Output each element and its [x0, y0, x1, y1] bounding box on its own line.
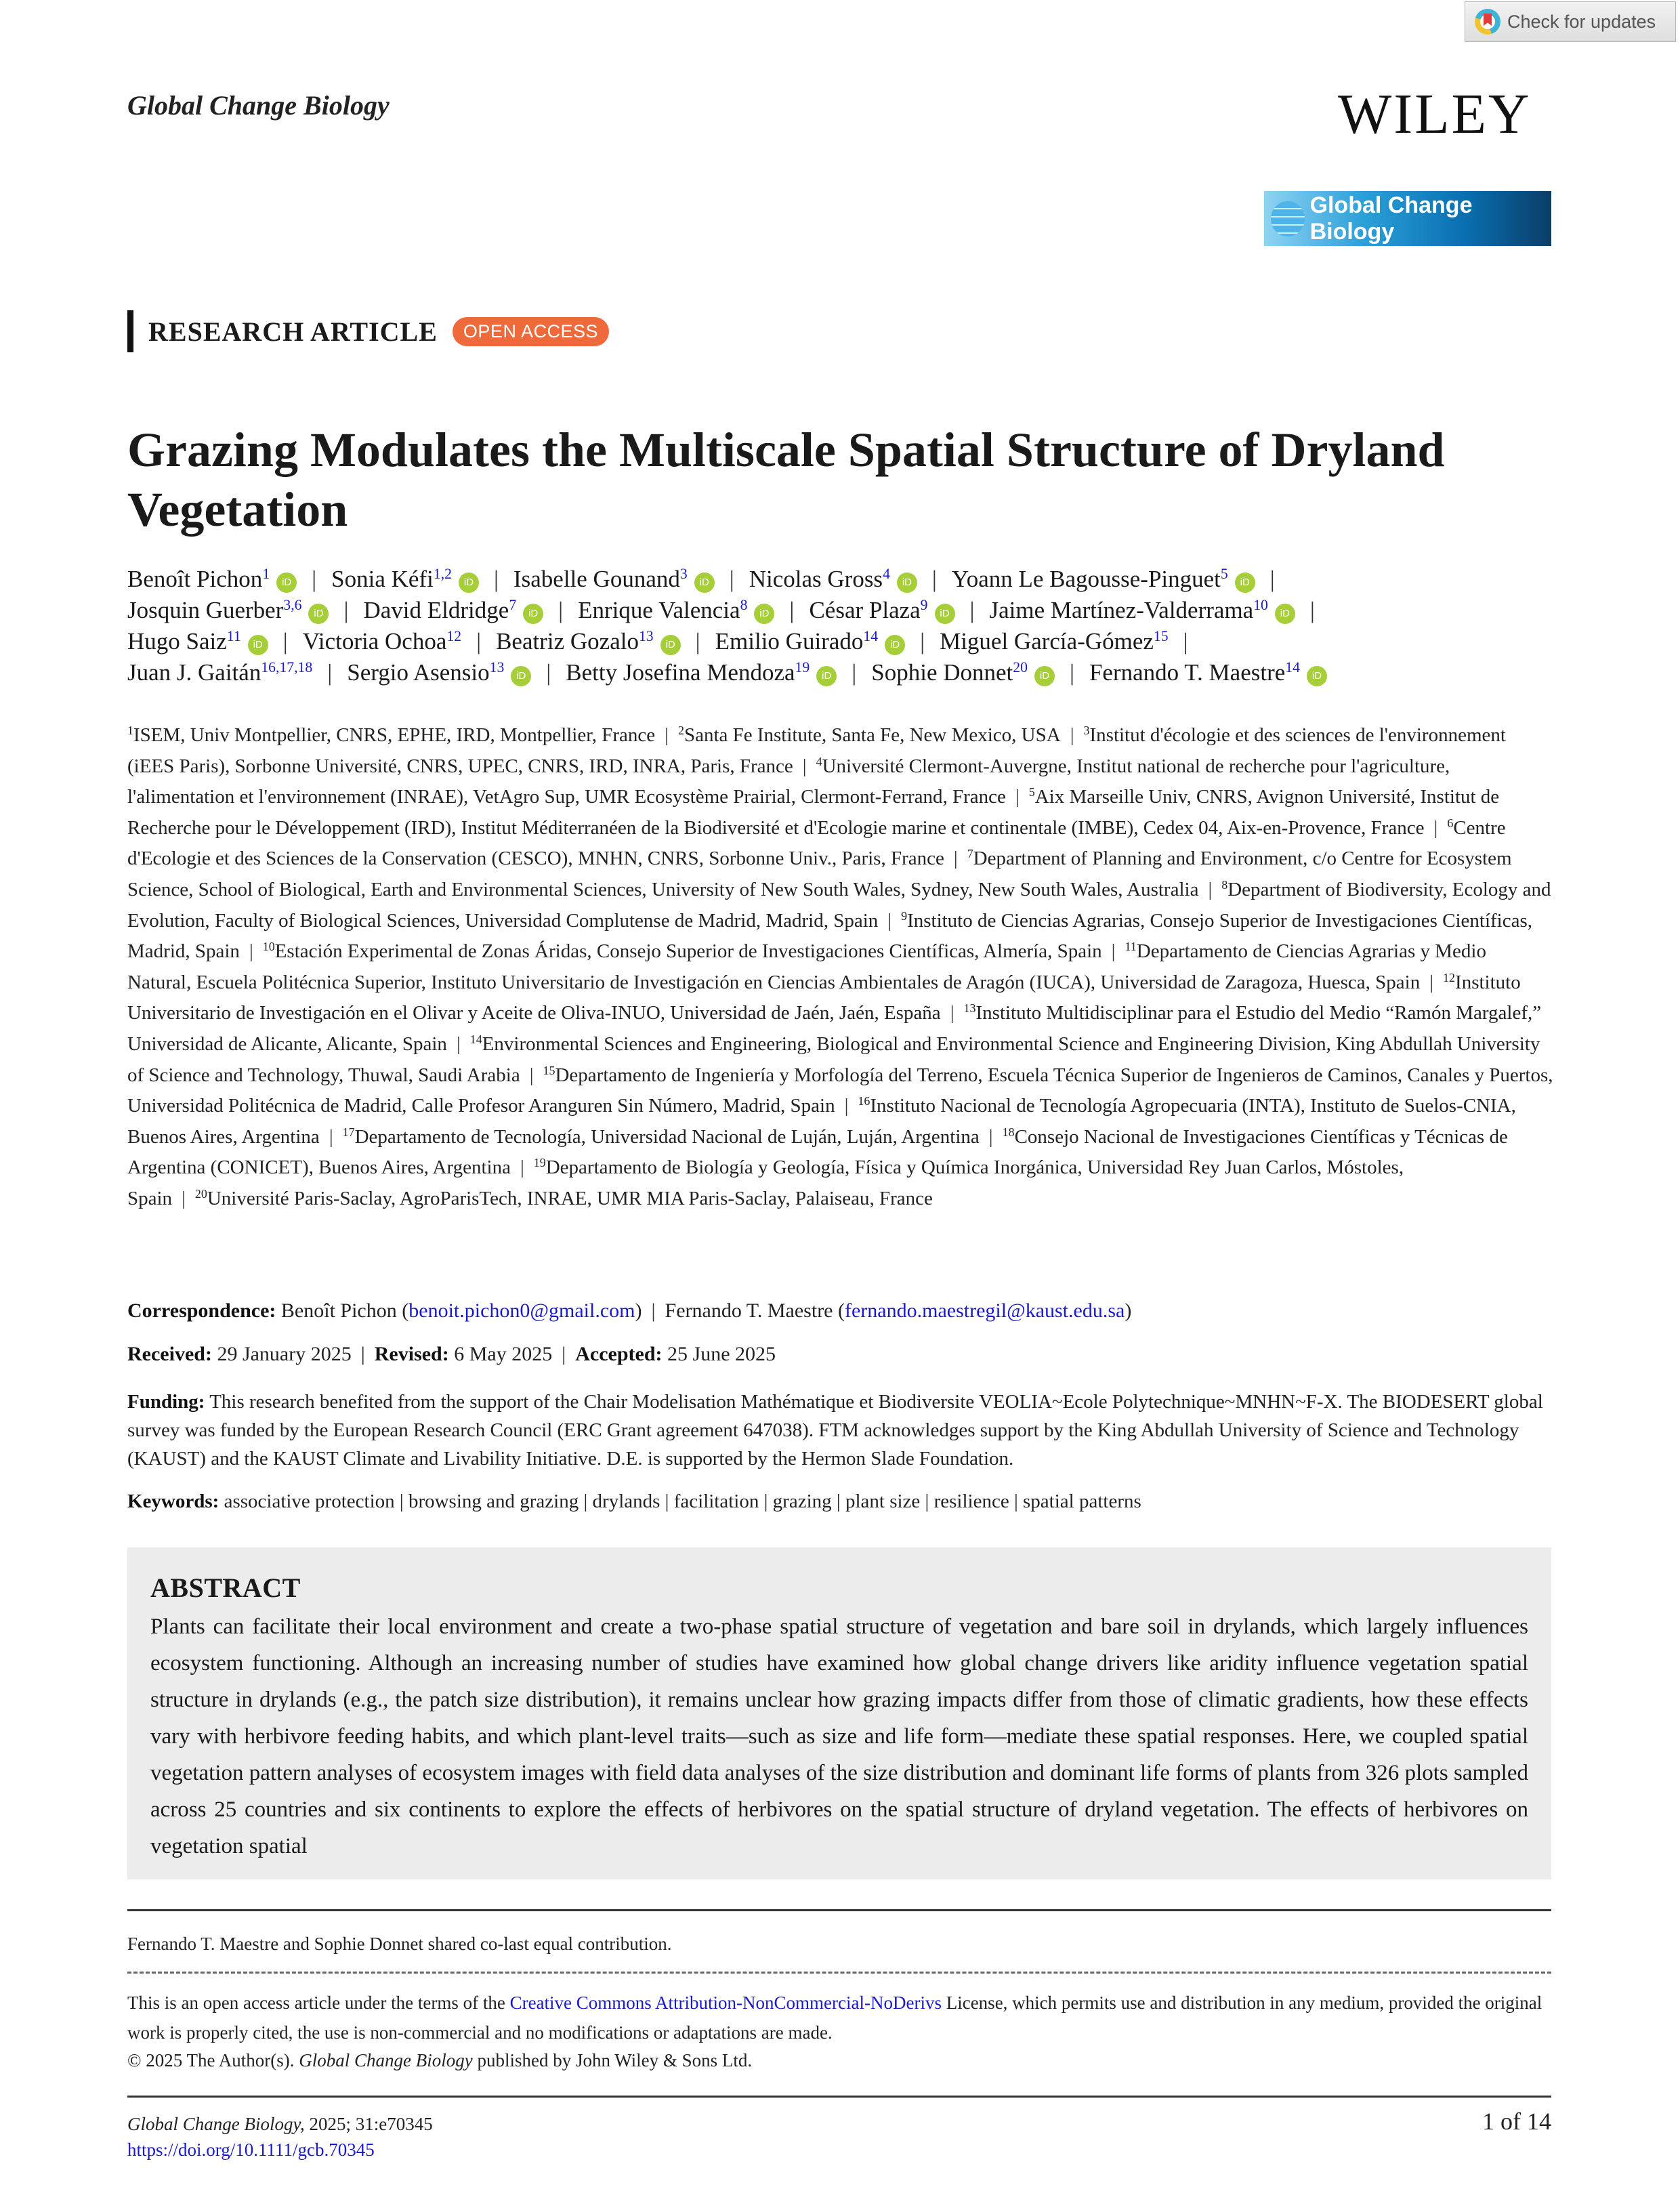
check-for-updates-button[interactable]: [1465, 1, 1676, 42]
keyword: spatial patterns: [1023, 1491, 1141, 1512]
license-link[interactable]: Creative Commons Attribution-NonCommercial-NoDerivs: [509, 1993, 942, 2013]
author[interactable]: [127, 566, 297, 592]
correspondent-2: Fernando T. Maestre: [665, 1299, 833, 1322]
affiliation-ref[interactable]: 3,6: [283, 597, 302, 614]
affiliation-text: Instituto Nacional de Tecnología Agropecuaria (INTA), Instituto de Suelos-CNIA, Buenos Aires, Argentina: [127, 1095, 1516, 1148]
author-list: [127, 564, 1557, 688]
author[interactable]: [127, 628, 268, 654]
separator: |: [802, 755, 807, 777]
affiliation-number: 20: [194, 1187, 207, 1201]
keyword: facilitation: [673, 1491, 759, 1512]
affiliation-text: Santa Fe Institute, Santa Fe, New Mexico, USA: [684, 724, 1061, 746]
license-text-pre: This is an open access article under the terms of the: [127, 1993, 510, 2013]
separator: |: [1269, 566, 1275, 592]
affiliation-text: Departamento de Tecnología, Universidad Nacional de Luján, Luján, Argentina: [354, 1125, 980, 1148]
abstract-heading: ABSTRACT: [150, 1572, 301, 1603]
affiliation-text: Departamento de Ciencias Agrarias y Medio Natural, Escuela Politécnica Superior, Instituto Universitario de Investigación en Ciencias Ambientales de Aragón (IUCA), Universidad de Zaragoza, Huesca, Spain: [127, 940, 1486, 993]
keyword: associative protection: [224, 1491, 395, 1512]
affiliation-ref[interactable]: 1: [262, 566, 270, 583]
affiliation-number: 16: [858, 1094, 870, 1108]
orcid-icon[interactable]: iD: [660, 635, 681, 655]
affiliation-text: Estación Experimental de Zonas Áridas, Consejo Superior de Investigaciones Científicas, Almería, Spain: [274, 940, 1102, 963]
affiliation-ref[interactable]: 11: [226, 628, 241, 645]
affiliation-number: 3: [1083, 724, 1090, 738]
separator: |: [1015, 786, 1020, 808]
affiliation-text: Instituto de Ciencias Agrarias, Consejo Superior de Investigaciones Científicas, Madrid, Spain: [127, 909, 1533, 963]
funding-label: Funding:: [127, 1391, 205, 1413]
author[interactable]: [331, 566, 479, 592]
affiliation-number: 2: [677, 724, 684, 738]
orcid-icon[interactable]: iD: [816, 666, 837, 686]
affiliation-ref[interactable]: 15: [1153, 628, 1169, 645]
separator: |: [182, 1187, 186, 1209]
keyword: browsing and grazing: [408, 1491, 579, 1512]
affiliation-number: 1: [127, 724, 133, 738]
affiliation-number: 17: [342, 1125, 355, 1139]
affiliation-number: 12: [1443, 970, 1456, 984]
author[interactable]: [347, 659, 531, 686]
affiliation-number: 18: [1002, 1125, 1015, 1139]
affiliation-number: 7: [967, 847, 973, 861]
author-name: Sophie Donnet: [871, 659, 1013, 686]
keyword: grazing: [772, 1491, 832, 1512]
author-name: Victoria Ochoa: [302, 628, 447, 654]
affiliations: [127, 720, 1553, 1215]
separator: |: [329, 1125, 333, 1148]
affiliation-text: Instituto Multidisciplinar para el Estudio del Medio “Ramón Margalef,” Universidad de Alicante, Alicante, Spain: [127, 1002, 1542, 1055]
separator: |: [852, 659, 857, 686]
separator: |: [695, 628, 700, 654]
article-dates: Received: 29 January 2025 | Revised: 6 May 2025 | Accepted: 25 June 2025: [127, 1343, 776, 1365]
wiley-logo: WILEY: [1338, 83, 1532, 146]
keyword: drylands: [592, 1491, 660, 1512]
affiliation-number: 6: [1447, 816, 1454, 830]
journal-banner-logo[interactable]: [1264, 191, 1551, 246]
author[interactable]: [127, 659, 312, 686]
received-date: 29 January 2025: [217, 1343, 352, 1365]
affiliation-ref[interactable]: 14: [863, 628, 879, 645]
separator: |: [920, 1491, 934, 1512]
separator: |: [520, 1157, 524, 1179]
author-name: Sergio Asensio: [347, 659, 490, 686]
divider: [127, 1909, 1551, 1911]
revised-date: 6 May 2025: [454, 1343, 553, 1365]
check-for-updates-label: Check for updates: [1507, 11, 1656, 32]
author-name: Benoît Pichon: [127, 566, 263, 592]
crossmark-icon: [1475, 9, 1500, 35]
author[interactable]: [715, 628, 905, 654]
separator: |: [988, 1125, 993, 1148]
article-type: [127, 310, 609, 352]
separator: |: [887, 909, 892, 932]
author-name: Beatriz Gozalo: [496, 628, 639, 654]
affiliation-text: Instituto Universitario de Investigación en el Olivar y Aceite de Oliva-INUO, Universidad de Jaén, Jaén, España: [127, 971, 1521, 1024]
separator: |: [476, 628, 482, 654]
separator: |: [312, 566, 317, 592]
affiliation-ref[interactable]: 1,2: [433, 566, 452, 583]
affiliation-ref[interactable]: 5: [1220, 566, 1228, 583]
separator: |: [665, 724, 669, 746]
dashed-divider: [127, 1972, 1551, 1974]
author-name: Nicolas Gross: [749, 566, 883, 592]
affiliation-ref[interactable]: 4: [883, 566, 890, 583]
orcid-icon[interactable]: iD: [308, 604, 329, 624]
author[interactable]: [1089, 659, 1327, 686]
separator: |: [1433, 816, 1438, 839]
author[interactable]: [809, 597, 954, 623]
separator: |: [1183, 628, 1188, 654]
separator: |: [1309, 597, 1315, 623]
author-name: Emilio Guirado: [715, 628, 864, 654]
accepted-label: Accepted:: [575, 1343, 663, 1365]
correspondence: Correspondence: Benoît Pichon (benoit.pichon0@gmail.com) | Fernando T. Maestre (fernando.maestregil@kaust.edu.sa): [127, 1299, 1132, 1322]
author-name: Enrique Valencia: [578, 597, 740, 623]
affiliation-ref[interactable]: 9: [920, 597, 928, 614]
affiliation-number: 11: [1125, 940, 1137, 954]
revised-label: Revised:: [374, 1343, 449, 1365]
affiliation-number: 8: [1221, 878, 1228, 892]
author-name: Jaime Martínez-Valderrama: [989, 597, 1254, 623]
author-name: César Plaza: [809, 597, 921, 623]
abstract-text: Plants can facilitate their local environment and create a two-phase spatial structure of vegetation and bare soil in drylands, which largely influences ecosystem functioning. Although an increasing number of studies have examined how global change drivers like aridity influence vegetation spatial structure in drylands (e.g., the patch size distribution), it remains unclear how grazing impacts differ from those of climatic gradients, how these effects vary with herbivore feeding habits, and which plant-level traits—such as size and life form—mediate these spatial responses. Here, we coupled spatial vegetation pattern analyses of ecosystem images with field data analyses of the size distribution and dominant life forms of plants from 326 plots sampled across 25 countries and six continents to explore the effects of herbivores on the spatial structure of dryland vegetation. The effects of herbivores on vegetation spatial: [150, 1615, 1528, 1858]
copyright-note: [127, 2050, 752, 2071]
author[interactable]: [364, 597, 544, 623]
keyword: plant size: [845, 1491, 921, 1512]
separator: |: [950, 1002, 954, 1024]
affiliation-ref[interactable]: 13: [638, 628, 654, 645]
journal-name-header: Global Change Biology: [127, 90, 390, 121]
affiliation-text: Aix Marseille Univ, CNRS, Avignon Université, Institut de Recherche pour le Développement (IRD), Institut Méditerranéen de la Biodiversité et d'Ecologie marine et continentale (IMBE), Cedex 04, Aix-en-Provence, France: [127, 786, 1500, 839]
affiliation-text: Environmental Sciences and Engineering, Biological and Environmental Science and Engineering Division, King Abdullah University of Science and Technology, Thuwal, Saudi Arabia: [127, 1033, 1540, 1086]
author-name: Hugo Saiz: [127, 628, 227, 654]
affiliation-text: Departamento de Ingeniería y Morfología del Terreno, Escuela Técnica Superior de Ingenieros de Caminos, Canales y Puertos, Universidad Politécnica de Madrid, Calle Profesor Aranguren Sin Número, Madrid, Spain: [127, 1064, 1553, 1117]
affiliation-ref[interactable]: 16,17,18: [261, 659, 313, 676]
author[interactable]: [952, 566, 1255, 592]
separator: |: [249, 940, 253, 963]
affiliation-text: Centre d'Ecologie et des Sciences de la Conservation (CESCO), MNHN, CNRS, Sorbonne Univ., Paris, France: [127, 816, 1506, 870]
globe-icon: [1271, 201, 1305, 236]
author[interactable]: [496, 628, 681, 654]
author[interactable]: [566, 659, 837, 686]
affiliation-ref[interactable]: 10: [1253, 597, 1268, 614]
separator: |: [1009, 1491, 1024, 1512]
abstract-box: [127, 1547, 1551, 1879]
page-number: 1 of 14: [1482, 2108, 1551, 2135]
orcid-icon[interactable]: iD: [754, 604, 774, 624]
affiliation-number: 19: [533, 1156, 546, 1170]
author-name: Juan J. Gaitán: [127, 659, 261, 686]
separator: |: [493, 566, 499, 592]
license-text-post: License, which permits use and distribution in any medium, provided the original work is properly cited, the use is non-commercial and no modifications or adaptations are made.: [127, 1993, 1542, 2043]
author-name: Sonia Kéfi: [331, 566, 434, 592]
orcid-icon[interactable]: iD: [511, 666, 531, 686]
doi-link[interactable]: https://doi.org/10.1111/gcb.70345: [127, 2140, 375, 2160]
copyright-post: published by John Wiley & Sons Ltd.: [472, 2050, 753, 2070]
separator: |: [1111, 940, 1116, 963]
separator: |: [844, 1095, 849, 1117]
orcid-icon[interactable]: iD: [897, 572, 917, 593]
open-access-badge: OPEN ACCESS: [453, 317, 609, 346]
separator: |: [546, 659, 551, 686]
affiliation-ref[interactable]: 14: [1285, 659, 1300, 676]
author-name: Isabelle Gounand: [513, 566, 680, 592]
article-type-label: RESEARCH ARTICLE: [148, 316, 438, 347]
author-name: Yoann Le Bagousse-Pinguet: [951, 566, 1221, 592]
separator: |: [729, 566, 734, 592]
email-link-2[interactable]: fernando.maestregil@kaust.edu.sa: [845, 1299, 1125, 1322]
affiliation-text: Université Paris-Saclay, AgroParisTech, INRAE, UMR MIA Paris-Saclay, Palaiseau, France: [207, 1187, 933, 1209]
orcid-icon[interactable]: iD: [694, 572, 715, 593]
separator: |: [579, 1491, 593, 1512]
affiliation-number: 14: [469, 1033, 482, 1047]
separator: |: [759, 1491, 773, 1512]
affiliation-number: 9: [901, 909, 908, 923]
affiliation-text: Institut d'écologie et des sciences de l'environnement (iEES Paris), Sorbonne Université, CNRS, UPEC, CNRS, IRD, INRA, Paris, France: [127, 724, 1506, 777]
affiliation-text: Department of Biodiversity, Ecology and Evolution, Faculty of Biological Sciences, Universidad Complutense de Madrid, Madrid, Spain: [127, 878, 1551, 932]
affiliation-text: Consejo Nacional de Investigaciones Científicas y Técnicas de Argentina (CONICET), Buenos Aires, Argentina: [127, 1125, 1508, 1179]
citation-volume: 2025; 31:e70345: [304, 2114, 433, 2134]
separator: |: [660, 1491, 674, 1512]
journal-banner-text: Global Change Biology: [1309, 192, 1473, 245]
separator: |: [1069, 659, 1074, 686]
separator: |: [456, 1033, 461, 1055]
orcid-icon[interactable]: iD: [459, 572, 479, 593]
affiliation-text: Department of Planning and Environment, c/o Centre for Ecosystem Science, School of Biological, Earth and Environmental Sciences, University of New South Wales, Sydney, New South Wales, Australia: [127, 848, 1512, 900]
author-name: Miguel García-Gómez: [940, 628, 1154, 654]
keywords-list: [224, 1491, 1141, 1512]
author-name: Fernando T. Maestre: [1089, 659, 1286, 686]
author[interactable]: [990, 597, 1295, 623]
separator: |: [558, 597, 564, 623]
keyword: resilience: [933, 1491, 1009, 1512]
separator: |: [920, 628, 925, 654]
citation-journal: Global Change Biology,: [127, 2114, 305, 2134]
orcid-icon[interactable]: iD: [885, 635, 905, 655]
separator: |: [931, 566, 937, 592]
orcid-icon[interactable]: iD: [935, 604, 955, 624]
citation: [127, 2114, 433, 2135]
separator: |: [1208, 878, 1213, 900]
equal-contribution-note: Fernando T. Maestre and Sophie Donnet shared co-last equal contribution.: [127, 1934, 672, 1954]
separator: |: [1429, 971, 1434, 993]
article-title: Grazing Modulates the Multiscale Spatial Structure of Dryland Vegetation: [127, 423, 1445, 537]
separator: |: [831, 1491, 845, 1512]
orcid-icon[interactable]: iD: [248, 635, 268, 655]
affiliation-ref[interactable]: 13: [489, 659, 505, 676]
affiliation-number: 15: [543, 1063, 555, 1077]
author[interactable]: [513, 566, 715, 592]
affiliation-number: 10: [262, 940, 275, 954]
keywords: [127, 1491, 1141, 1513]
orcid-icon[interactable]: iD: [523, 604, 543, 624]
author[interactable]: [303, 628, 461, 654]
separator: |: [953, 848, 958, 870]
orcid-icon[interactable]: iD: [1034, 666, 1055, 686]
author[interactable]: [578, 597, 774, 623]
author-name: David Eldridge: [363, 597, 509, 623]
received-label: Received:: [127, 1343, 212, 1365]
separator: |: [529, 1064, 534, 1086]
affiliation-ref[interactable]: 3: [679, 566, 688, 583]
orcid-icon[interactable]: iD: [1307, 666, 1327, 686]
separator: |: [789, 597, 795, 623]
correspondent-1: Benoît Pichon: [280, 1299, 397, 1322]
affiliation-ref[interactable]: 7: [509, 597, 517, 614]
keywords-label: Keywords:: [127, 1491, 219, 1512]
affiliation-number: 4: [816, 754, 822, 768]
funding-text: This research benefited from the support of the Chair Modelisation Mathématique et Biodiversite VEOLIA~Ecole Polytechnique~MNHN~F-X. The BIODESERT global survey was funded by the European Research Council (ERC Grant agreement 647038). FTM acknowledges support by the King Abdullah University of Science and Technology (KAUST) and the KAUST Climate and Livability Initiative. D.E. is supported by the Hermon Slade Foundation.: [127, 1391, 1543, 1470]
separator: |: [394, 1491, 408, 1512]
affiliation-text: Université Clermont-Auvergne, Institut national de recherche pour l'agriculture, l'alimentation et l'environnement (INRAE), VetAgro Sup, UMR Ecosystème Prairial, Clermont-Ferrand, France: [127, 755, 1450, 808]
affiliation-text: ISEM, Univ Montpellier, CNRS, EPHE, IRD, Montpellier, France: [133, 724, 656, 746]
author[interactable]: [127, 597, 329, 623]
separator: |: [343, 597, 349, 623]
copyright-pre: © 2025 The Author(s).: [127, 2050, 299, 2070]
affiliation-ref[interactable]: 8: [740, 597, 748, 614]
orcid-icon[interactable]: iD: [1275, 604, 1295, 624]
separator: |: [282, 628, 288, 654]
affiliation-ref[interactable]: 19: [795, 659, 810, 676]
affiliation-text: Departamento de Biología y Geología, Física y Química Inorgánica, Universidad Rey Juan Carlos, Móstoles, Spain: [127, 1157, 1404, 1209]
affiliation-number: 5: [1028, 785, 1035, 799]
separator: |: [1070, 724, 1074, 746]
affiliation-number: 13: [963, 1001, 976, 1016]
author-name: Josquin Guerber: [127, 597, 284, 623]
funding: [127, 1388, 1553, 1473]
license-note: [127, 1988, 1553, 2047]
author[interactable]: [749, 566, 917, 592]
orcid-icon[interactable]: iD: [276, 572, 297, 593]
divider: [127, 2096, 1551, 2098]
orcid-icon[interactable]: iD: [1235, 572, 1255, 593]
affiliation-ref[interactable]: 12: [446, 628, 462, 645]
author-name: Betty Josefina Mendoza: [566, 659, 795, 686]
author[interactable]: [940, 628, 1169, 654]
author[interactable]: [871, 659, 1055, 686]
accepted-date: 25 June 2025: [667, 1343, 776, 1365]
copyright-journal: Global Change Biology: [299, 2050, 473, 2070]
separator: |: [327, 659, 333, 686]
separator: |: [969, 597, 975, 623]
affiliation-ref[interactable]: 20: [1013, 659, 1028, 676]
correspondence-label: Correspondence:: [127, 1299, 276, 1322]
email-link-1[interactable]: benoit.pichon0@gmail.com: [408, 1299, 635, 1322]
